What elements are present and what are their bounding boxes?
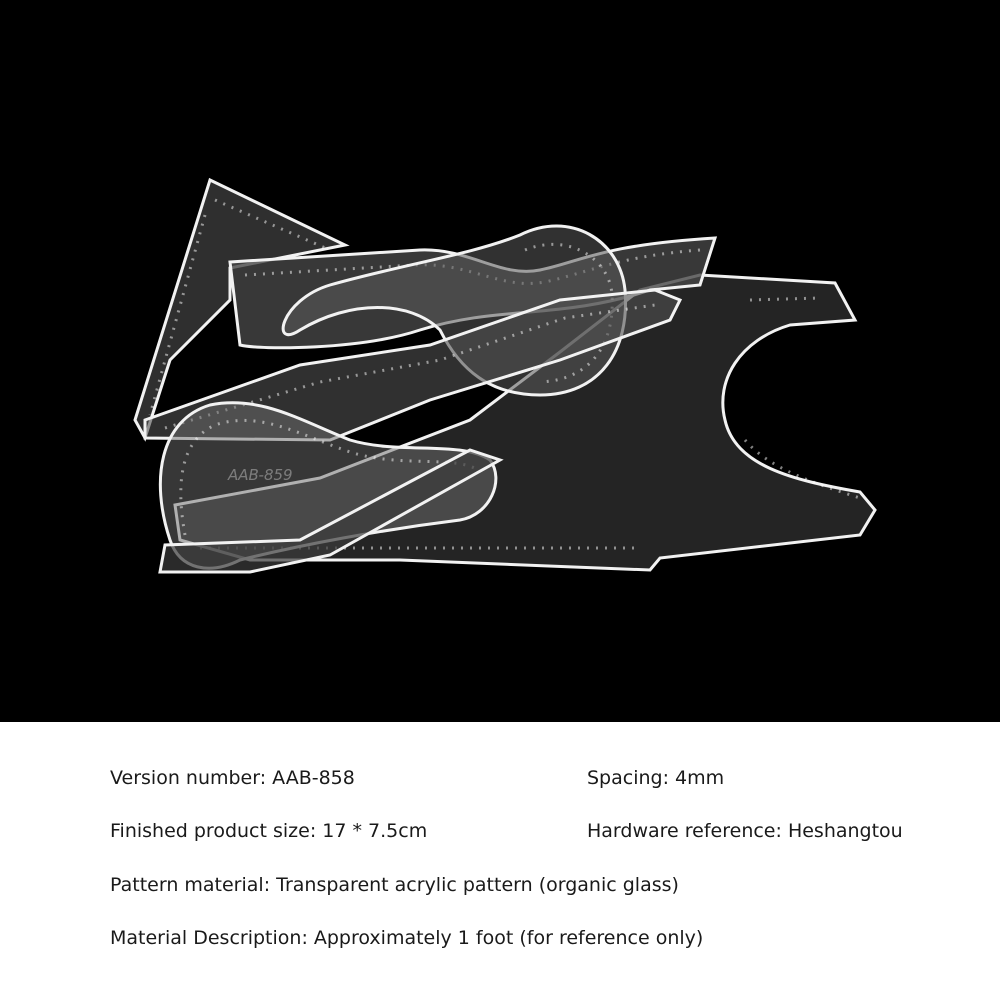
- specification-panel: [0, 722, 1000, 1000]
- material-description: Material Description: Approximately 1 foot (for reference only): [110, 927, 704, 949]
- version-number: Version number: AAB-858: [110, 767, 355, 789]
- finished-product-size: Finished product size: 17 * 7.5cm: [110, 820, 428, 842]
- spacing: Spacing: 4mm: [587, 767, 725, 789]
- engraved-label: AAB-859: [228, 466, 293, 484]
- pattern-material: Pattern material: Transparent acrylic pattern (organic glass): [110, 874, 679, 896]
- hardware-reference: Hardware reference: Heshangtou: [587, 820, 903, 842]
